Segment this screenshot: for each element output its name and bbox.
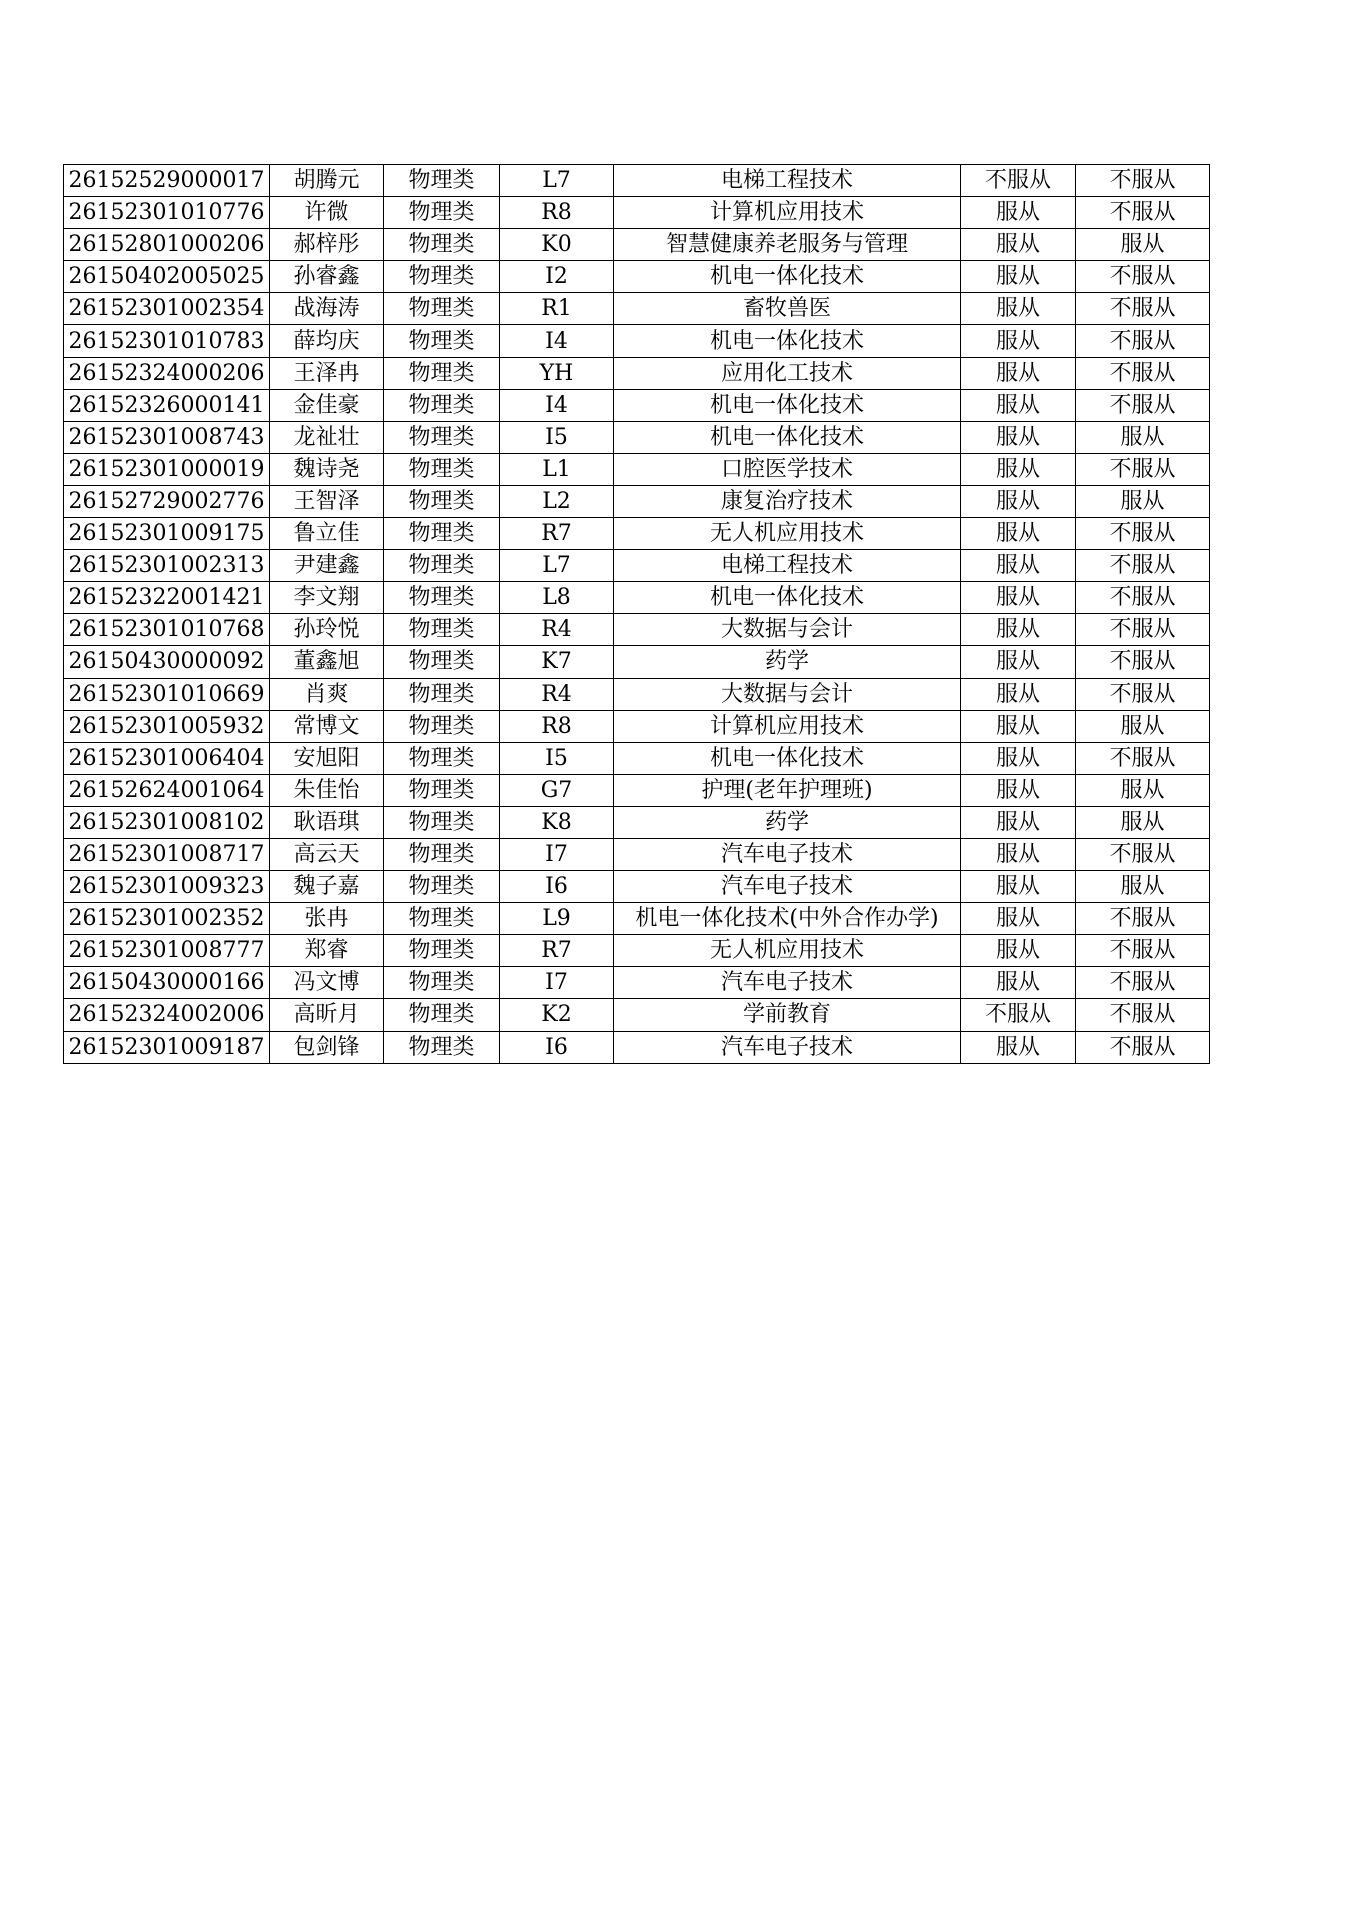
exam-id-cell: 26152301008102 <box>64 806 270 838</box>
table-row <box>64 357 1210 389</box>
admission-table <box>63 164 1210 1064</box>
school-adjust-cell: 不服从 <box>1076 967 1210 999</box>
code-cell: R7 <box>500 935 614 967</box>
code-cell: K2 <box>500 999 614 1031</box>
name-cell: 冯文博 <box>270 967 384 999</box>
major-adjust-cell: 服从 <box>961 293 1076 325</box>
major-cell: 大数据与会计 <box>614 678 961 710</box>
table-row <box>64 999 1210 1031</box>
major-cell: 口腔医学技术 <box>614 453 961 485</box>
code-cell: I7 <box>500 838 614 870</box>
exam-id-cell: 26152801000206 <box>64 229 270 261</box>
major-cell: 康复治疗技术 <box>614 485 961 517</box>
major-cell: 汽车电子技术 <box>614 871 961 903</box>
subject-category-cell: 物理类 <box>384 678 500 710</box>
subject-category-cell: 物理类 <box>384 710 500 742</box>
table-row <box>64 421 1210 453</box>
major-adjust-cell: 服从 <box>961 774 1076 806</box>
table-row <box>64 935 1210 967</box>
major-cell: 电梯工程技术 <box>614 550 961 582</box>
exam-id-cell: 26150402005025 <box>64 261 270 293</box>
subject-category-cell: 物理类 <box>384 325 500 357</box>
exam-id-cell: 26150430000092 <box>64 646 270 678</box>
major-cell: 无人机应用技术 <box>614 935 961 967</box>
name-cell: 战海涛 <box>270 293 384 325</box>
code-cell: R1 <box>500 293 614 325</box>
code-cell: YH <box>500 357 614 389</box>
code-cell: K8 <box>500 806 614 838</box>
code-cell: L1 <box>500 453 614 485</box>
subject-category-cell: 物理类 <box>384 261 500 293</box>
exam-id-cell: 26152301010669 <box>64 678 270 710</box>
school-adjust-cell: 服从 <box>1076 774 1210 806</box>
table-row <box>64 165 1210 197</box>
name-cell: 耿语琪 <box>270 806 384 838</box>
name-cell: 尹建鑫 <box>270 550 384 582</box>
school-adjust-cell: 服从 <box>1076 229 1210 261</box>
name-cell: 董鑫旭 <box>270 646 384 678</box>
code-cell: L9 <box>500 903 614 935</box>
exam-id-cell: 26152301002352 <box>64 903 270 935</box>
subject-category-cell: 物理类 <box>384 165 500 197</box>
subject-category-cell: 物理类 <box>384 518 500 550</box>
subject-category-cell: 物理类 <box>384 614 500 646</box>
major-adjust-cell: 服从 <box>961 197 1076 229</box>
code-cell: I2 <box>500 261 614 293</box>
name-cell: 孙玲悦 <box>270 614 384 646</box>
school-adjust-cell: 不服从 <box>1076 261 1210 293</box>
school-adjust-cell: 不服从 <box>1076 197 1210 229</box>
subject-category-cell: 物理类 <box>384 999 500 1031</box>
major-cell: 机电一体化技术(中外合作办学) <box>614 903 961 935</box>
exam-id-cell: 26152301010768 <box>64 614 270 646</box>
name-cell: 金佳豪 <box>270 389 384 421</box>
name-cell: 朱佳怡 <box>270 774 384 806</box>
major-cell: 机电一体化技术 <box>614 389 961 421</box>
code-cell: R4 <box>500 678 614 710</box>
subject-category-cell: 物理类 <box>384 582 500 614</box>
name-cell: 王泽冉 <box>270 357 384 389</box>
major-adjust-cell: 服从 <box>961 646 1076 678</box>
school-adjust-cell: 不服从 <box>1076 582 1210 614</box>
exam-id-cell: 26152529000017 <box>64 165 270 197</box>
subject-category-cell: 物理类 <box>384 421 500 453</box>
major-adjust-cell: 服从 <box>961 261 1076 293</box>
exam-id-cell: 26152301002313 <box>64 550 270 582</box>
subject-category-cell: 物理类 <box>384 935 500 967</box>
major-adjust-cell: 服从 <box>961 614 1076 646</box>
code-cell: L7 <box>500 165 614 197</box>
subject-category-cell: 物理类 <box>384 293 500 325</box>
table-row <box>64 261 1210 293</box>
major-adjust-cell: 服从 <box>961 550 1076 582</box>
code-cell: L7 <box>500 550 614 582</box>
major-cell: 药学 <box>614 806 961 838</box>
exam-id-cell: 26152301006404 <box>64 742 270 774</box>
major-adjust-cell: 服从 <box>961 678 1076 710</box>
major-adjust-cell: 服从 <box>961 582 1076 614</box>
table-row <box>64 229 1210 261</box>
subject-category-cell: 物理类 <box>384 197 500 229</box>
table-row <box>64 197 1210 229</box>
exam-id-cell: 26152301005932 <box>64 710 270 742</box>
school-adjust-cell: 服从 <box>1076 485 1210 517</box>
exam-id-cell: 26152324000206 <box>64 357 270 389</box>
subject-category-cell: 物理类 <box>384 742 500 774</box>
subject-category-cell: 物理类 <box>384 550 500 582</box>
school-adjust-cell: 不服从 <box>1076 742 1210 774</box>
major-cell: 计算机应用技术 <box>614 197 961 229</box>
subject-category-cell: 物理类 <box>384 903 500 935</box>
school-adjust-cell: 不服从 <box>1076 518 1210 550</box>
school-adjust-cell: 服从 <box>1076 421 1210 453</box>
table-row <box>64 293 1210 325</box>
table-row <box>64 806 1210 838</box>
table-row <box>64 742 1210 774</box>
table-row <box>64 710 1210 742</box>
school-adjust-cell: 不服从 <box>1076 614 1210 646</box>
major-cell: 汽车电子技术 <box>614 967 961 999</box>
table-row <box>64 453 1210 485</box>
name-cell: 魏子嘉 <box>270 871 384 903</box>
name-cell: 安旭阳 <box>270 742 384 774</box>
major-cell: 机电一体化技术 <box>614 582 961 614</box>
major-cell: 汽车电子技术 <box>614 838 961 870</box>
major-adjust-cell: 不服从 <box>961 999 1076 1031</box>
subject-category-cell: 物理类 <box>384 389 500 421</box>
major-adjust-cell: 服从 <box>961 453 1076 485</box>
major-cell: 药学 <box>614 646 961 678</box>
major-adjust-cell: 服从 <box>961 742 1076 774</box>
major-adjust-cell: 服从 <box>961 485 1076 517</box>
school-adjust-cell: 不服从 <box>1076 389 1210 421</box>
major-cell: 无人机应用技术 <box>614 518 961 550</box>
exam-id-cell: 26152301008717 <box>64 838 270 870</box>
table-row <box>64 967 1210 999</box>
name-cell: 郑睿 <box>270 935 384 967</box>
major-cell: 机电一体化技术 <box>614 325 961 357</box>
major-adjust-cell: 服从 <box>961 357 1076 389</box>
name-cell: 张冉 <box>270 903 384 935</box>
table-row <box>64 550 1210 582</box>
table-row <box>64 903 1210 935</box>
exam-id-cell: 26152301009187 <box>64 1031 270 1063</box>
table-row <box>64 518 1210 550</box>
code-cell: I6 <box>500 1031 614 1063</box>
school-adjust-cell: 不服从 <box>1076 903 1210 935</box>
major-cell: 应用化工技术 <box>614 357 961 389</box>
name-cell: 郝梓彤 <box>270 229 384 261</box>
subject-category-cell: 物理类 <box>384 871 500 903</box>
school-adjust-cell: 不服从 <box>1076 935 1210 967</box>
subject-category-cell: 物理类 <box>384 229 500 261</box>
school-adjust-cell: 不服从 <box>1076 678 1210 710</box>
exam-id-cell: 26152301008777 <box>64 935 270 967</box>
major-adjust-cell: 服从 <box>961 871 1076 903</box>
major-cell: 学前教育 <box>614 999 961 1031</box>
table-row <box>64 582 1210 614</box>
table-row <box>64 325 1210 357</box>
name-cell: 鲁立佳 <box>270 518 384 550</box>
code-cell: L8 <box>500 582 614 614</box>
exam-id-cell: 26152301009323 <box>64 871 270 903</box>
subject-category-cell: 物理类 <box>384 453 500 485</box>
code-cell: I5 <box>500 742 614 774</box>
code-cell: R7 <box>500 518 614 550</box>
code-cell: R4 <box>500 614 614 646</box>
exam-id-cell: 26152326000141 <box>64 389 270 421</box>
school-adjust-cell: 服从 <box>1076 871 1210 903</box>
table-row <box>64 871 1210 903</box>
name-cell: 薛均庆 <box>270 325 384 357</box>
school-adjust-cell: 不服从 <box>1076 293 1210 325</box>
name-cell: 孙睿鑫 <box>270 261 384 293</box>
code-cell: I4 <box>500 325 614 357</box>
major-adjust-cell: 服从 <box>961 710 1076 742</box>
subject-category-cell: 物理类 <box>384 485 500 517</box>
subject-category-cell: 物理类 <box>384 967 500 999</box>
subject-category-cell: 物理类 <box>384 1031 500 1063</box>
code-cell: L2 <box>500 485 614 517</box>
exam-id-cell: 26152324002006 <box>64 999 270 1031</box>
code-cell: G7 <box>500 774 614 806</box>
exam-id-cell: 26152301010776 <box>64 197 270 229</box>
table-row <box>64 1031 1210 1063</box>
school-adjust-cell: 服从 <box>1076 710 1210 742</box>
major-cell: 护理(老年护理班) <box>614 774 961 806</box>
table-row <box>64 774 1210 806</box>
exam-id-cell: 26152322001421 <box>64 582 270 614</box>
major-cell: 大数据与会计 <box>614 614 961 646</box>
school-adjust-cell: 不服从 <box>1076 165 1210 197</box>
school-adjust-cell: 不服从 <box>1076 838 1210 870</box>
code-cell: I7 <box>500 967 614 999</box>
school-adjust-cell: 不服从 <box>1076 325 1210 357</box>
exam-id-cell: 26152301000019 <box>64 453 270 485</box>
code-cell: I4 <box>500 389 614 421</box>
major-adjust-cell: 服从 <box>961 935 1076 967</box>
exam-id-cell: 26152301009175 <box>64 518 270 550</box>
name-cell: 龙祉壮 <box>270 421 384 453</box>
subject-category-cell: 物理类 <box>384 646 500 678</box>
major-adjust-cell: 服从 <box>961 806 1076 838</box>
exam-id-cell: 26152624001064 <box>64 774 270 806</box>
subject-category-cell: 物理类 <box>384 357 500 389</box>
exam-id-cell: 26150430000166 <box>64 967 270 999</box>
major-adjust-cell: 不服从 <box>961 165 1076 197</box>
subject-category-cell: 物理类 <box>384 806 500 838</box>
school-adjust-cell: 不服从 <box>1076 357 1210 389</box>
school-adjust-cell: 服从 <box>1076 806 1210 838</box>
code-cell: I5 <box>500 421 614 453</box>
name-cell: 常博文 <box>270 710 384 742</box>
code-cell: K0 <box>500 229 614 261</box>
name-cell: 王智泽 <box>270 485 384 517</box>
exam-id-cell: 26152301008743 <box>64 421 270 453</box>
code-cell: K7 <box>500 646 614 678</box>
major-adjust-cell: 服从 <box>961 967 1076 999</box>
name-cell: 高云天 <box>270 838 384 870</box>
subject-category-cell: 物理类 <box>384 838 500 870</box>
major-adjust-cell: 服从 <box>961 325 1076 357</box>
subject-category-cell: 物理类 <box>384 774 500 806</box>
school-adjust-cell: 不服从 <box>1076 550 1210 582</box>
name-cell: 胡腾元 <box>270 165 384 197</box>
name-cell: 魏诗尧 <box>270 453 384 485</box>
name-cell: 高昕月 <box>270 999 384 1031</box>
school-adjust-cell: 不服从 <box>1076 1031 1210 1063</box>
exam-id-cell: 26152729002776 <box>64 485 270 517</box>
major-adjust-cell: 服从 <box>961 421 1076 453</box>
major-cell: 机电一体化技术 <box>614 421 961 453</box>
name-cell: 李文翔 <box>270 582 384 614</box>
code-cell: I6 <box>500 871 614 903</box>
major-adjust-cell: 服从 <box>961 838 1076 870</box>
table-row <box>64 485 1210 517</box>
major-cell: 汽车电子技术 <box>614 1031 961 1063</box>
major-adjust-cell: 服从 <box>961 229 1076 261</box>
major-cell: 畜牧兽医 <box>614 293 961 325</box>
name-cell: 肖爽 <box>270 678 384 710</box>
table-row <box>64 838 1210 870</box>
major-adjust-cell: 服从 <box>961 518 1076 550</box>
major-cell: 电梯工程技术 <box>614 165 961 197</box>
school-adjust-cell: 不服从 <box>1076 999 1210 1031</box>
major-adjust-cell: 服从 <box>961 389 1076 421</box>
exam-id-cell: 26152301002354 <box>64 293 270 325</box>
table-row <box>64 389 1210 421</box>
major-cell: 机电一体化技术 <box>614 742 961 774</box>
table-row <box>64 614 1210 646</box>
major-adjust-cell: 服从 <box>961 1031 1076 1063</box>
major-cell: 计算机应用技术 <box>614 710 961 742</box>
table-row <box>64 646 1210 678</box>
table-row <box>64 678 1210 710</box>
major-cell: 智慧健康养老服务与管理 <box>614 229 961 261</box>
exam-id-cell: 26152301010783 <box>64 325 270 357</box>
school-adjust-cell: 不服从 <box>1076 646 1210 678</box>
code-cell: R8 <box>500 710 614 742</box>
school-adjust-cell: 不服从 <box>1076 453 1210 485</box>
table-body <box>64 165 1210 1064</box>
name-cell: 包剑锋 <box>270 1031 384 1063</box>
major-cell: 机电一体化技术 <box>614 261 961 293</box>
code-cell: R8 <box>500 197 614 229</box>
name-cell: 许微 <box>270 197 384 229</box>
major-adjust-cell: 服从 <box>961 903 1076 935</box>
